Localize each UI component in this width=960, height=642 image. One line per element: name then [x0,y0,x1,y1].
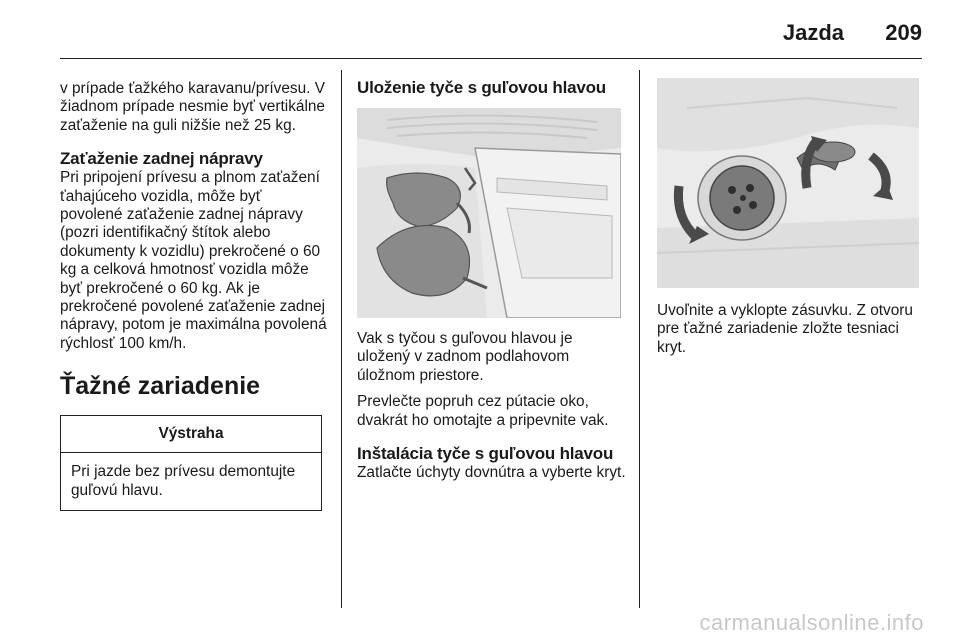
column-divider-1 [341,70,342,608]
paragraph-storage-location: Vak s tyčou s guľovou hlavou je uložený v zadnom podlahovom úložnom priestore. [357,330,573,384]
header-rule [60,58,922,59]
warning-box [60,415,322,511]
paragraph-strap: Prevlečte popruh cez pútacie oko, dvakrát ho omotajte a pripevnite vak. [357,393,609,429]
socket-illustration [657,78,919,288]
column-1 [60,80,328,511]
figure-socket [657,78,919,288]
warning-text: Pri jazde bez prívesu demontujte guľovú hlavu. [71,463,296,499]
watermark: carmanualsonline.info [699,610,924,635]
heading-ball-bar-storage: Uloženie tyče s guľovou hlavou [357,78,606,97]
header-title: Jazda [782,20,844,45]
page-number: 209 [885,20,922,45]
warning-title: Výstraha [61,416,321,453]
paragraph-rear-axle-load: Pri pripojení prívesu a plnom zaťažení ťahajúceho vozidla, môže byť povolené zaťaženie zadnej nápravy (pozri identifikačný štítok alebo dokumenty k vozidlu) prekročené o 60 kg a celková hmotnosť vozidla môže byť prekročené o 60 kg. Ak je prekročené povolené zaťaženie zadnej nápravy, potom je maximálna povolená rýchlosť 100 km/h. [60,169,327,352]
page-header [60,18,922,50]
heading-towing-device: Ťažné zariadenie [60,372,261,401]
paragraph-remove-cover: Zatlačte úchyty dovnútra a vyberte kryt. [357,464,626,482]
figure-storage-bag [357,108,621,318]
heading-rear-axle-load: Zaťaženie zadnej nápravy [60,149,263,169]
column-2-text [357,330,629,490]
paragraph-caravan: v prípade ťažkého karavanu/prívesu. V žiadnom prípade nesmie byť vertikálne zaťaženie na guli nižšie než 25 kg. [60,80,325,134]
column-3-text [657,302,927,365]
column-divider-2 [639,70,640,608]
paragraph-socket: Uvoľnite a vyklopte zásuvku. Z otvoru pre ťažné zariadenie zložte tesniaci kryt. [657,302,913,356]
heading-ball-bar-installation: Inštalácia tyče s guľovou hlavou [357,444,614,464]
column-2 [357,78,629,98]
storage-bag-illustration [357,108,621,318]
